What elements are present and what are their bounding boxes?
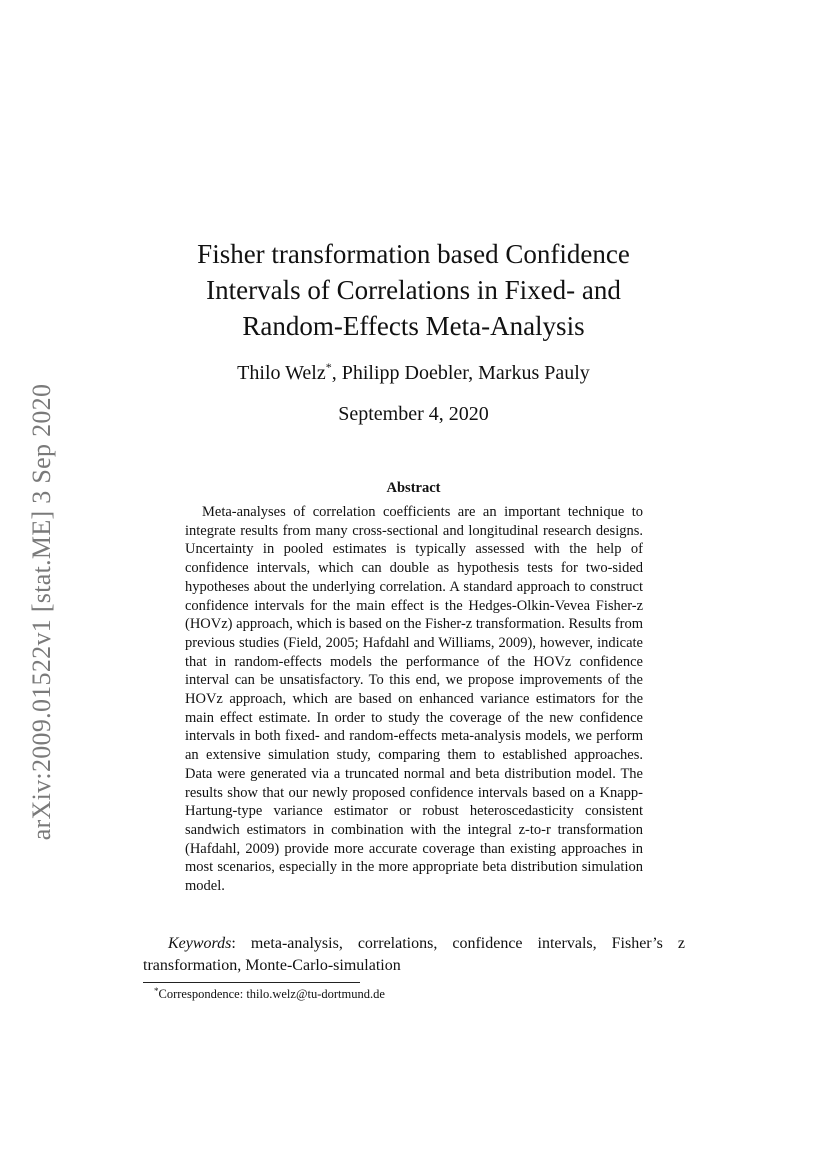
footnote-text: Correspondence: thilo.welz@tu-dortmund.de bbox=[158, 987, 385, 1001]
keywords-paragraph bbox=[143, 933, 685, 977]
author-footnote-mark: * bbox=[325, 360, 332, 374]
footnote-divider bbox=[143, 982, 360, 983]
arxiv-identifier-stamp: arXiv:2009.01522v1 [stat.ME] 3 Sep 2020 bbox=[27, 383, 56, 841]
title-line-3: Random-Effects Meta-Analysis bbox=[242, 311, 585, 341]
abstract-text: Meta-analyses of correlation coefficients are an important technique to integrate results from many cross-sectional and longitudinal research designs. Uncertainty in pooled estimates is typically assessed with the help of confidence intervals, which can double as hypothesis tests for two-sided hypotheses about the underlying correlation. A standard approach to construct confidence intervals for the main effect is the Hedges-Olkin-Vevea Fisher-z (HOVz) approach, which is based on the Fisher-z transformation. Results from previous studies (Field, 2005; Hafdahl and Williams, 2009), however, indicate that in random-effects models the performance of the HOVz confidence interval can be unsatisfactory. To this end, we propose improvements of the HOVz approach, which are based on enhanced variance estimators for the main effect estimate. In order to study the coverage of the new confidence intervals in both fixed- and random-effects meta-analysis models, we perform an extensive simulation study, comparing them to established approaches. Data were generated via a truncated normal and beta distribution model. The results show that our newly proposed confidence intervals based on a Knapp-Hartung-type variance estimator or robust heteroscedasticity consistent sandwich estimators in combination with the integral z-to-r transformation (Hafdahl, 2009) provide more accurate coverage than existing approaches in most scenarios, especially in the more appropriate beta distribution simulation model. bbox=[185, 504, 643, 895]
abstract-heading: Abstract bbox=[386, 480, 441, 496]
paper-title-block bbox=[0, 236, 827, 344]
keywords-text: : meta-analysis, correlations, confidence intervals, Fisher’s z transformation, Monte-Carlo-simulation bbox=[143, 935, 685, 974]
keywords-label: Keywords bbox=[168, 935, 232, 952]
author-first: Thilo Welz bbox=[237, 362, 326, 384]
correspondence-footnote bbox=[154, 986, 385, 1002]
footnote-mark: * bbox=[154, 986, 159, 996]
author-list bbox=[0, 362, 827, 385]
title-line-1: Fisher transformation based Confidence bbox=[197, 239, 630, 269]
paper-title bbox=[154, 236, 674, 344]
publication-date: September 4, 2020 bbox=[338, 403, 489, 425]
title-line-2: Intervals of Correlations in Fixed- and bbox=[206, 275, 621, 305]
author-rest: , Philipp Doebler, Markus Pauly bbox=[331, 362, 590, 384]
